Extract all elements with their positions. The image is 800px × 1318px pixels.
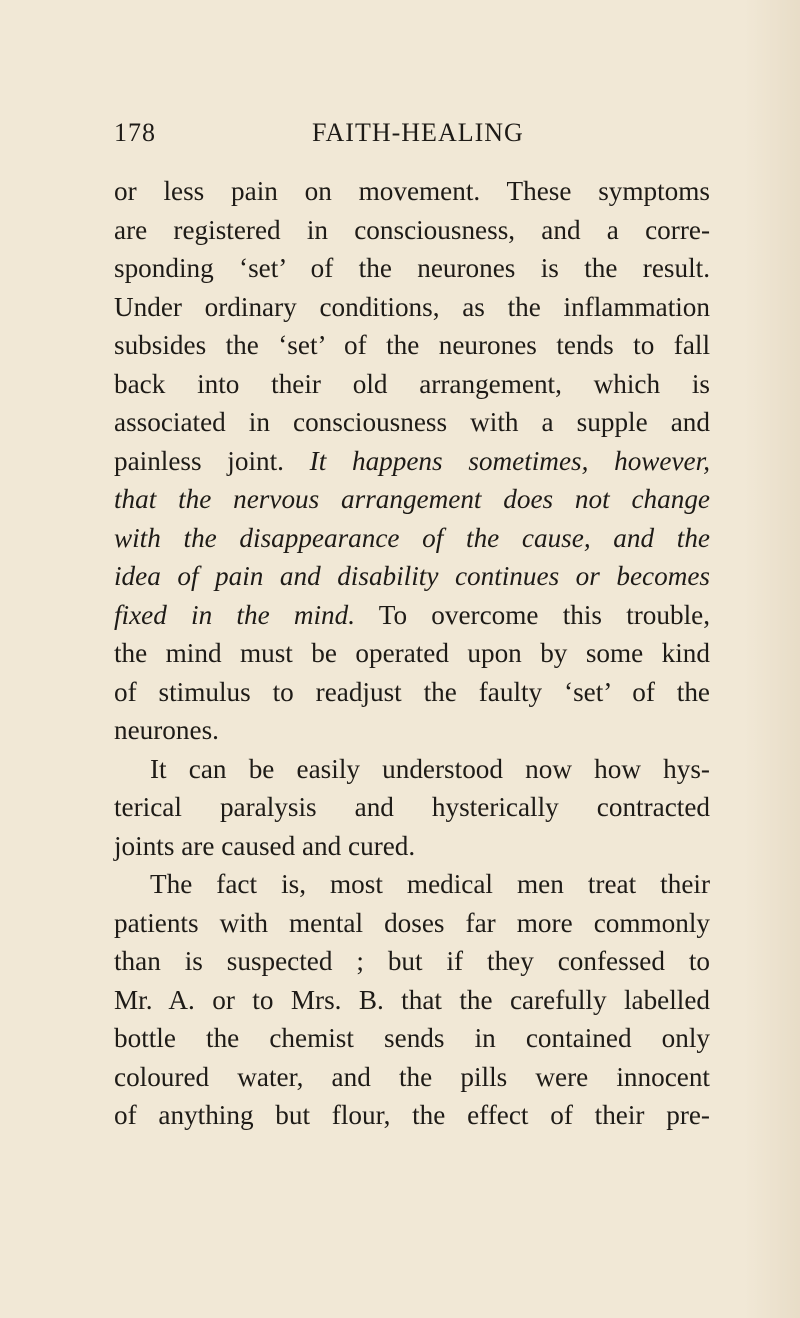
- text-line: Mr. A. or to Mrs. B. that the carefully labelled: [114, 984, 710, 1015]
- text-line: or less pain on movement. These symptoms: [114, 176, 710, 206]
- text-line: bottle the chemist sends in contained only: [114, 1023, 710, 1053]
- text-line: sponding ‘set’ of the neurones is the result.: [114, 253, 710, 283]
- text-line: joints are caused and cured.: [114, 830, 416, 861]
- page-header: [114, 112, 684, 152]
- italic-text-line: that the nervous arrangement does not change: [114, 484, 710, 514]
- text-line: back into their old arrangement, which is: [114, 368, 710, 399]
- italic-text-line: idea of pain and disability continues or becomes: [114, 561, 710, 591]
- italic-text-segment: fixed in the mind.: [114, 599, 356, 630]
- italic-text-line: with the disappearance of the cause, and the: [114, 522, 710, 553]
- text-line: patients with mental doses far more commonly: [114, 907, 710, 938]
- text-line: subsides the ‘set’ of the neurones tends to fall: [114, 330, 710, 360]
- text-line: of anything but flour, the effect of their pre-: [114, 1100, 710, 1130]
- text-line: are registered in consciousness, and a corre-: [114, 214, 710, 245]
- text-line: It can be easily understood now how hys-: [150, 753, 710, 784]
- running-head: FAITH-HEALING: [312, 118, 524, 147]
- text-line: The fact is, most medical men treat their: [150, 869, 710, 899]
- text-line: of stimulus to readjust the faulty ‘set’ of the: [114, 676, 710, 707]
- text-line: [114, 596, 710, 635]
- text-line: neurones.: [114, 715, 219, 745]
- italic-text-segment: It happens sometimes, however,: [309, 445, 710, 476]
- page-number: 178: [114, 118, 156, 147]
- body-text: [114, 172, 710, 1135]
- text-line: the mind must be operated upon by some kind: [114, 638, 710, 668]
- text-line: associated in consciousness with a supple and: [114, 407, 710, 437]
- text-line: coloured water, and the pills were innocent: [114, 1061, 710, 1092]
- text-line: [114, 442, 710, 481]
- text-line: terical paralysis and hysterically contracted: [114, 792, 710, 822]
- text-line: than is suspected ; but if they confessed to: [114, 946, 710, 976]
- text-line: Under ordinary conditions, as the inflammation: [114, 291, 710, 322]
- text-segment: painless joint.: [114, 445, 284, 476]
- text-segment: To overcome this trouble,: [378, 599, 710, 630]
